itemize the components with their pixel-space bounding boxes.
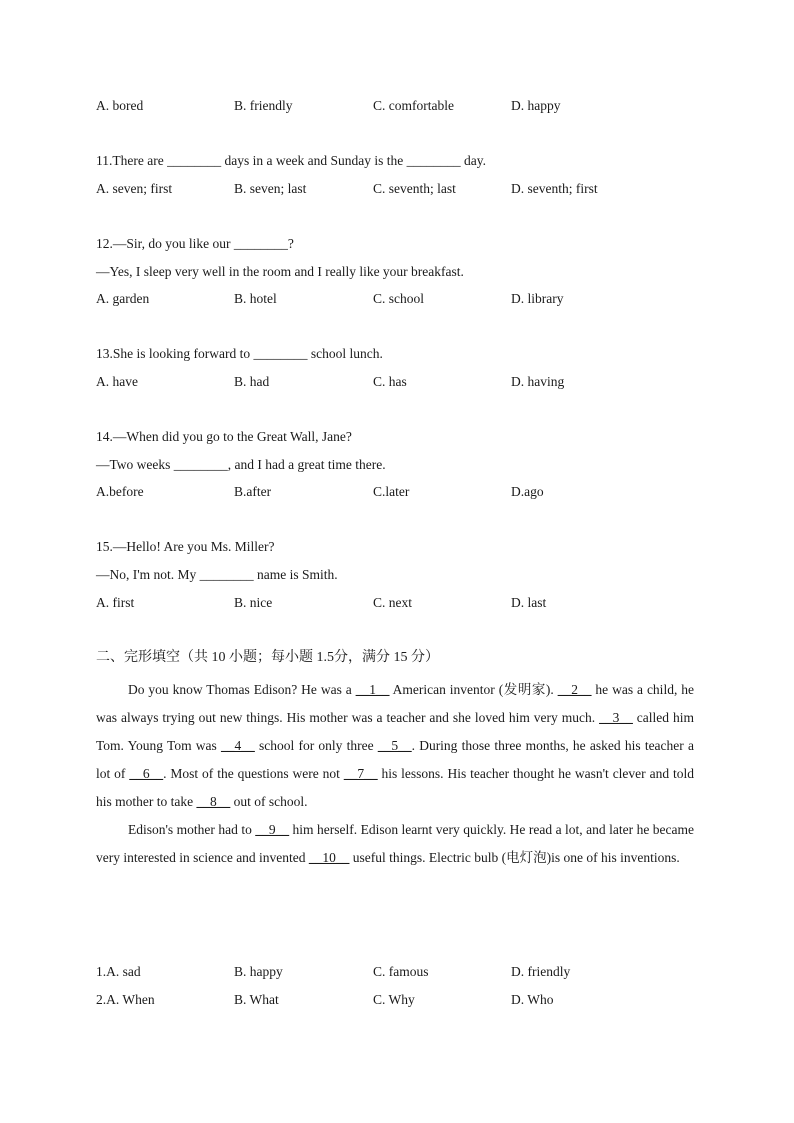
q15-option-a: A. first (96, 595, 135, 610)
cloze-passage (96, 676, 694, 872)
q12-option-d: D. library (511, 291, 564, 306)
blank-7: __7__ (343, 766, 378, 781)
q15-reply: —No, I'm not. My ________ name is Smith. (96, 567, 338, 582)
blank-10: __10__ (308, 850, 350, 865)
q10-options (0, 97, 794, 115)
blank-1: __1__ (355, 682, 390, 697)
q15-stem: 15.—Hello! Are you Ms. Miller? (96, 539, 275, 554)
q14-options (0, 483, 794, 501)
q13-option-c: C. has (373, 374, 407, 389)
passage-text: called him Tom. Young Tom was (96, 710, 694, 753)
blank-4: __4__ (221, 738, 255, 753)
blank-9: __9__ (255, 822, 290, 837)
blank-2: __2__ (557, 682, 592, 697)
q15-options (0, 594, 794, 612)
passage-text: he was a child, he was always trying out new things. His mother was a teacher and she loved him very much. (96, 682, 694, 725)
q14-option-c: C.later (373, 484, 410, 499)
q14-stem: 14.—When did you go to the Great Wall, Jane? (96, 429, 352, 444)
passage-text: Edison's mother had to (128, 822, 256, 837)
q14-option-a: A.before (96, 484, 144, 499)
passage-text: his lessons. His teacher thought he wasn't clever and told his mother to take (96, 766, 694, 809)
q12-options (0, 290, 794, 308)
cloze-q2-option-c: C. Why (373, 992, 415, 1007)
q10-option-b: B. friendly (234, 98, 293, 113)
q12-stem: 12.—Sir, do you like our ________? (96, 236, 294, 251)
cloze-q2-option-d: D. Who (511, 992, 554, 1007)
q12-option-b: B. hotel (234, 291, 277, 306)
passage-text: him herself. Edison learnt very quickly. He read a lot, and later he became very interested in science and invented (96, 822, 695, 865)
q10-option-d: D. happy (511, 98, 561, 113)
q14-reply: —Two weeks ________, and I had a great time there. (96, 457, 386, 472)
q13-options (0, 373, 794, 391)
cloze-q2-option-a: 2.A. When (96, 992, 155, 1007)
q13-option-a: A. have (96, 374, 138, 389)
q12-option-a: A. garden (96, 291, 150, 306)
blank-5: __5__ (377, 738, 412, 753)
q14-option-d: D.ago (511, 484, 544, 499)
q13-stem: 13.She is looking forward to ________ school lunch. (96, 346, 383, 361)
passage-paragraph-1 (96, 676, 694, 816)
q11-stem: 11.There are ________ days in a week and Sunday is the ________ day. (96, 153, 487, 168)
q11-option-c: C. seventh; last (373, 181, 456, 196)
blank-3: __3__ (599, 710, 633, 725)
cloze-q1-option-c: C. famous (373, 964, 429, 979)
q13-option-d: D. having (511, 374, 565, 389)
section-title-cloze: 二、完形填空（共 10 小题；每小题 1.5分，满分 15 分） (96, 650, 439, 665)
passage-text: . During those three months, he asked his teacher a lot of (96, 738, 694, 781)
cloze-q2-option-b: B. What (234, 992, 279, 1007)
q13-option-b: B. had (234, 374, 270, 389)
passage-text: . Most of the questions were not (163, 766, 344, 781)
passage-paragraph-2 (96, 816, 694, 872)
q11-option-b: B. seven; last (234, 181, 307, 196)
q12-reply: —Yes, I sleep very well in the room and I really like your breakfast. (96, 264, 464, 279)
q12-option-c: C. school (373, 291, 425, 306)
cloze-q1-option-a: 1.A. sad (96, 964, 141, 979)
blank-8: __8__ (196, 794, 231, 809)
passage-text: American inventor (发明家). (389, 682, 558, 697)
q11-option-d: D. seventh; first (511, 181, 598, 196)
cloze-q1-option-d: D. friendly (511, 964, 571, 979)
q11-options (0, 180, 794, 198)
q15-option-c: C. next (373, 595, 412, 610)
passage-text: Do you know Thomas Edison? He was a (128, 682, 356, 697)
cloze-q2-options (0, 991, 794, 1009)
q11-option-a: A. seven; first (96, 181, 173, 196)
passage-text: useful things. Electric bulb (电灯泡)is one of his inventions. (349, 850, 680, 865)
cloze-q1-options (0, 963, 794, 981)
blank-6: __6__ (129, 766, 164, 781)
passage-text: school for only three (254, 738, 378, 753)
passage-text: out of school. (230, 794, 308, 809)
q14-option-b: B.after (234, 484, 272, 499)
q15-option-d: D. last (511, 595, 547, 610)
q10-option-c: C. comfortable (373, 98, 454, 113)
cloze-q1-option-b: B. happy (234, 964, 283, 979)
q15-option-b: B. nice (234, 595, 273, 610)
q10-option-a: A. bored (96, 98, 144, 113)
